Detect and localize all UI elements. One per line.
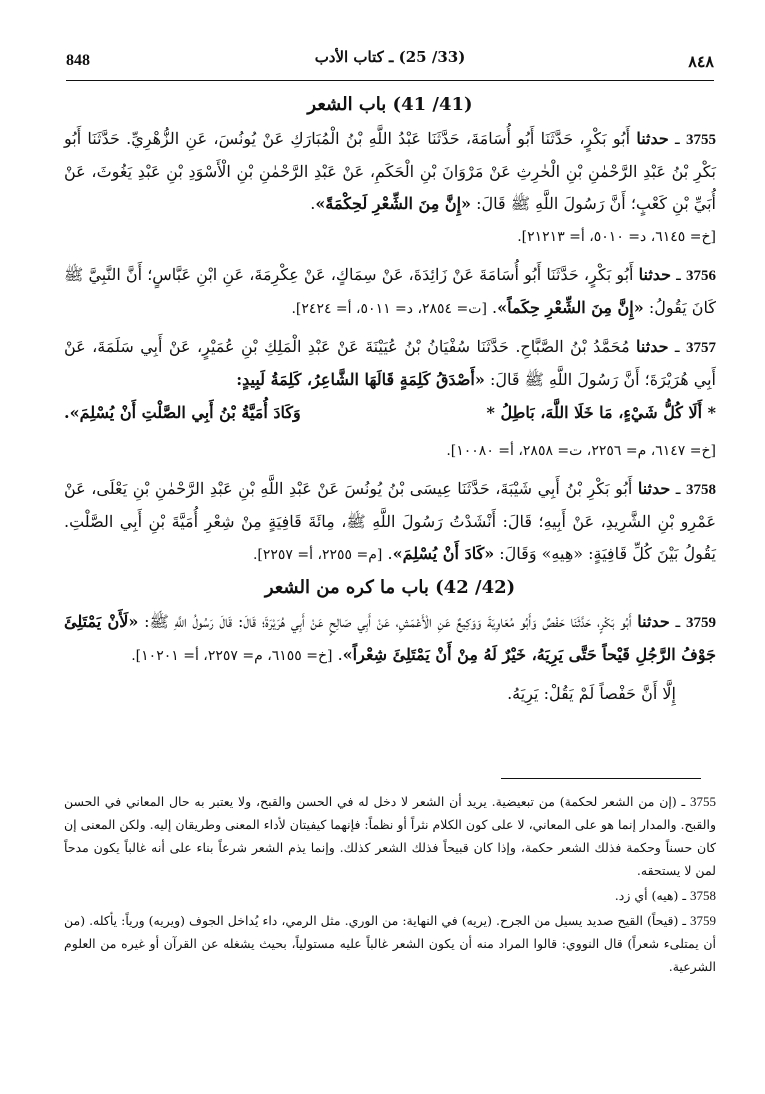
- header-divider: [66, 80, 714, 81]
- hadith-reference: [خ= ٦١٤٧، م= ٢٢٥٦، ت= ٢٨٥٨، أ= ١٠٠٨٠].: [446, 443, 716, 459]
- hadith-quote: «كَادَ أَنْ يُسْلِمَ»: [392, 544, 495, 563]
- hadith-note: إِلَّا أَنَّ حَفْصاً لَمْ يَقُلْ: يَرِيَهُ.: [507, 684, 676, 703]
- hadith-3759: 3759 ـ حدثنا أَبُو بَكْرٍ، حَدَّثَنَا حَفْصٌ وَأَبُو مُعَاوِيَةَ وَوَكِيعٌ عَنِ الْأَعْمَشِ، عَنْ أَبِي صَالِحٍ عَنْ أَبِي هُرَيْرَةَ؛ قَالَ: قَالَ رَسُولُ اللَّهِ ﷺ: «لَأَنْ يَمْتَلِئَ جَوْفُ الرَّجُلِ قَيْحاً حَتَّى يَرِيَهُ، خَيْرٌ لَهُ مِنْ أَنْ يَمْتَلِئَ شِعْراً». [خ= ٦١٥٥، م= ٢٢٥٧، أ= ١٠٢٠١].: [64, 612, 716, 664]
- hadith-number: 3757: [686, 340, 716, 356]
- footnote-text: ـ (هيه) أي زد.: [614, 888, 687, 903]
- hadith-text: أَبُو بَكْرٍ، حَدَّثَنَا أَبُو أُسَامَةَ عَنْ زَائِدَةَ، عَنْ سِمَاكٍ، عَنْ عِكْرِمَةَ، عَنِ ابْنِ عَبَّاسٍ؛ أَنَّ النَّبِيَّ ﷺ كَانَ يَقُولُ:: [64, 265, 716, 317]
- hadith-lead: حدثنا: [636, 337, 669, 356]
- hadith-number: 3759: [686, 615, 716, 631]
- hadith-quote: «إِنَّ مِنَ الشِّعْرِ حِكَماً»: [497, 298, 644, 317]
- footnotes: [64, 790, 716, 980]
- hadith-text: أَبُو بَكْرٍ، حَدَّثَنَا أَبُو أُسَامَةَ، حَدَّثَنَا عَبْدُ اللَّهِ بْنُ الْمُبَارَكِ عَنْ يُونُسَ، عَنِ الزُّهْرِيِّ. حَدَّثَنَا أَبُو بَكْرِ بْنُ عَبْدِ الرَّحْمٰنِ بْنِ الْحٰرِثِ عَنْ مَرْوَانَ بْنِ الْحَكَمِ، عَنْ عَبْدِ الرَّحْمٰنِ بْنِ الْأَسْوَدِ بْنِ عَبْدِ يَغُوثَ، عَنْ أُبَيِّ بْنِ كَعْبٍ؛ أَنَّ رَسُولَ اللَّهِ ﷺ قَالَ:: [64, 129, 716, 213]
- verse-second-half: وَكَادَ أُمَيَّةُ بْنُ أَبِي الصَّلْتِ أَنْ يُسْلِمَ».: [64, 403, 301, 422]
- hadith-text: مُحَمَّدُ بْنُ الصَّبَّاحِ. حَدَّثَنَا سُفْيَانُ بْنُ عُيَيْنَةَ عَنْ عَبْدِ الْمَلِكِ بْنِ عُمَيْرٍ، عَنْ أَبِي سَلَمَةَ، عَنْ أَبِي هُرَيْرَةَ؛ أَنَّ رَسُولَ اللَّهِ ﷺ قَالَ:: [64, 337, 716, 389]
- chapter-title-poetry: (41/ 41) باب الشعر: [307, 94, 473, 115]
- hadith-lead: حدثنا: [638, 265, 672, 284]
- hadith-quote: «أَصْدَقُ كَلِمَةٍ قَالَهَا الشَّاعِرُ، كَلِمَةُ لَبِيدٍ:: [236, 370, 485, 389]
- hadith-number: 3756: [686, 268, 716, 284]
- footnote-number: 3759: [690, 913, 716, 928]
- hadith-lead: حدثنا: [637, 612, 670, 631]
- footnote-number: 3755: [690, 794, 716, 809]
- hadith-number: 3755: [686, 132, 716, 148]
- hadith-text: أَبُو بَكْرٍ، حَدَّثَنَا حَفْصٌ وَأَبُو مُعَاوِيَةَ وَوَكِيعٌ عَنِ الْأَعْمَشِ، عَنْ أَبِي صَالِحٍ عَنْ أَبِي هُرَيْرَةَ؛ قَالَ: قَالَ رَسُولُ اللَّهِ ﷺ:: [138, 612, 632, 631]
- hadith-reference: [خ= ٦١٥٥، م= ٢٢٥٧، أ= ١٠٢٠١].: [131, 648, 333, 664]
- running-title: (33/ 25) ـ كتاب الأدب: [314, 48, 466, 66]
- footnote-divider: [501, 778, 701, 779]
- hadith-lead: حدثنا: [636, 129, 669, 148]
- verse-first-half: * أَلَا كُلُّ شَيْءٍ، مَا خَلَا اللَّهَ، بَاطِلُ *: [486, 403, 716, 422]
- hadith-reference: [ت= ٢٨٥٤، د= ٥٠١١، أ= ٢٤٢٤].: [291, 301, 487, 317]
- hadith-reference: [م= ٢٢٥٥، أ= ٢٢٥٧].: [252, 547, 383, 563]
- main-text: [64, 88, 716, 716]
- hadith-reference: [خ= ٦١٤٥، د= ٥٠١٠، أ= ٢١٢١٣].: [517, 229, 716, 245]
- footnote-number: 3758: [690, 888, 716, 903]
- hadith-quote: «لَأَنْ يَمْتَلِئَ جَوْفُ الرَّجُلِ قَيْحاً حَتَّى يَرِيَهُ، خَيْرٌ لَهُ مِنْ أَنْ يَمْتَلِئَ شِعْراً»: [64, 612, 716, 664]
- page-number-latin: 848: [66, 52, 90, 69]
- footnote-3755: [64, 790, 716, 882]
- hadith-lead: حدثنا: [637, 479, 671, 498]
- footnote-3759: [64, 909, 716, 978]
- page-header: [66, 44, 714, 78]
- footnote-3758: [64, 884, 716, 907]
- poem-verse: [64, 398, 716, 428]
- hadith-3757-reference: [64, 434, 716, 467]
- hadith-text: أَبُو بَكْرِ بْنُ أَبِي شَيْبَةَ، حَدَّثَنَا عِيسَى بْنُ يُونُسَ عَنْ عَبْدِ اللَّهِ بْنِ عَبْدِ الرَّحْمٰنِ بْنِ يَعْلَى، عَنْ عَمْرِو بْنِ الشَّرِيدِ، عَنْ أَبِيهِ؛ قَالَ: أَنْشَدْتُ رَسُولَ اللَّهِ ﷺ، مِائَةَ قَافِيَةٍ مِنْ شِعْرِ أُمَيَّةَ بْنِ أَبِي الصَّلْتِ. يَقُولُ بَيْنَ كُلِّ قَافِيَةٍ: «هِيهِ» وَقَالَ:: [64, 479, 716, 563]
- hadith-3757: 3757 ـ حدثنا مُحَمَّدُ بْنُ الصَّبَّاحِ. حَدَّثَنَا سُفْيَانُ بْنُ عُيَيْنَةَ عَنْ عَبْدِ الْمَلِكِ بْنِ عُمَيْرٍ، عَنْ أَبِي سَلَمَةَ، عَنْ أَبِي هُرَيْرَةَ؛ أَنَّ رَسُولَ اللَّهِ ﷺ قَالَ: «أَصْدَقُ كَلِمَةٍ قَالَهَا الشَّاعِرُ، كَلِمَةُ لَبِيدٍ:: [64, 337, 716, 389]
- footnote-text: ـ (إن من الشعر لحكمة) من تبعيضية. يريد أن الشعر لا دخل له في الحسن والقبح، ولا يعتبر به حال المعاني في الحسن والقبح. والمدار إنما هو على المعاني، لا على كون الكلام نثراً أو نظماً: فإنهما كيفيتان لأداء المعنى وطريقان إليه. ولكن المعنى إن كان حسناً وحكمة فذلك الشعر حكمة، وإذا كان قبيحاً فذلك الشعر كذلك. وإنما يذم الشعر شرعاً بناء على أنه غالباً يكون مدحاً لمن لا يستحقه.: [64, 794, 716, 878]
- chapter-title-disliked-poetry: (42/ 42) باب ما كره من الشعر: [264, 577, 516, 598]
- hadith-3755: 3755 ـ حدثنا أَبُو بَكْرٍ، حَدَّثَنَا أَبُو أُسَامَةَ، حَدَّثَنَا عَبْدُ اللَّهِ بْنُ الْمُبَارَكِ عَنْ يُونُسَ، عَنِ الزُّهْرِيِّ. حَدَّثَنَا أَبُو بَكْرِ بْنُ عَبْدِ الرَّحْمٰنِ بْنِ الْحٰرِثِ عَنْ مَرْوَانَ بْنِ الْحَكَمِ، عَنْ عَبْدِ الرَّحْمٰنِ بْنِ الْأَسْوَدِ بْنِ عَبْدِ يَغُوثَ، عَنْ أُبَيِّ بْنِ كَعْبٍ؛ أَنَّ رَسُولَ اللَّهِ ﷺ قَالَ: «إِنَّ مِنَ الشِّعْرِ لَحِكْمَةً». [خ= ٦١٤٥، د= ٥٠١٠، أ= ٢١٢١٣].: [64, 129, 716, 245]
- footnote-text: ـ (قيحاً) القيح صديد يسيل من الجرح. (يريه) في النهاية: من الوري. مثل الرمي، داء يُداخل الجوف (ويريه) ورياً: يأكله. (من أن يمتلىء شعراً) قال النووي: قالوا المراد منه أن يكون الشعر غالباً عليه مستولياً، بحيث يشغله عن القرآن أو غيره من العلوم الشرعية.: [64, 913, 716, 974]
- hadith-3756: 3756 ـ حدثنا أَبُو بَكْرٍ، حَدَّثَنَا أَبُو أُسَامَةَ عَنْ زَائِدَةَ، عَنْ سِمَاكٍ، عَنْ عِكْرِمَةَ، عَنِ ابْنِ عَبَّاسٍ؛ أَنَّ النَّبِيَّ ﷺ كَانَ يَقُولُ: «إِنَّ مِنَ الشِّعْرِ حِكَماً». [ت= ٢٨٥٤، د= ٥٠١١، أ= ٢٤٢٤].: [64, 265, 716, 317]
- page-number-arabic: ٨٤٨: [688, 52, 714, 71]
- hadith-quote: «إِنَّ مِنَ الشِّعْرِ لَحِكْمَةً»: [315, 194, 472, 213]
- hadith-number: 3758: [686, 482, 717, 498]
- hadith-3758: 3758 ـ حدثنا أَبُو بَكْرِ بْنُ أَبِي شَيْبَةَ، حَدَّثَنَا عِيسَى بْنُ يُونُسَ عَنْ عَبْدِ اللَّهِ بْنِ عَبْدِ الرَّحْمٰنِ بْنِ يَعْلَى، عَنْ عَمْرِو بْنِ الشَّرِيدِ، عَنْ أَبِيهِ؛ قَالَ: أَنْشَدْتُ رَسُولَ اللَّهِ ﷺ، مِائَةَ قَافِيَةٍ مِنْ شِعْرِ أُمَيَّةَ بْنِ أَبِي الصَّلْتِ. يَقُولُ بَيْنَ كُلِّ قَافِيَةٍ: «هِيهِ» وَقَالَ: «كَادَ أَنْ يُسْلِمَ». [م= ٢٢٥٥، أ= ٢٢٥٧].: [64, 479, 717, 563]
